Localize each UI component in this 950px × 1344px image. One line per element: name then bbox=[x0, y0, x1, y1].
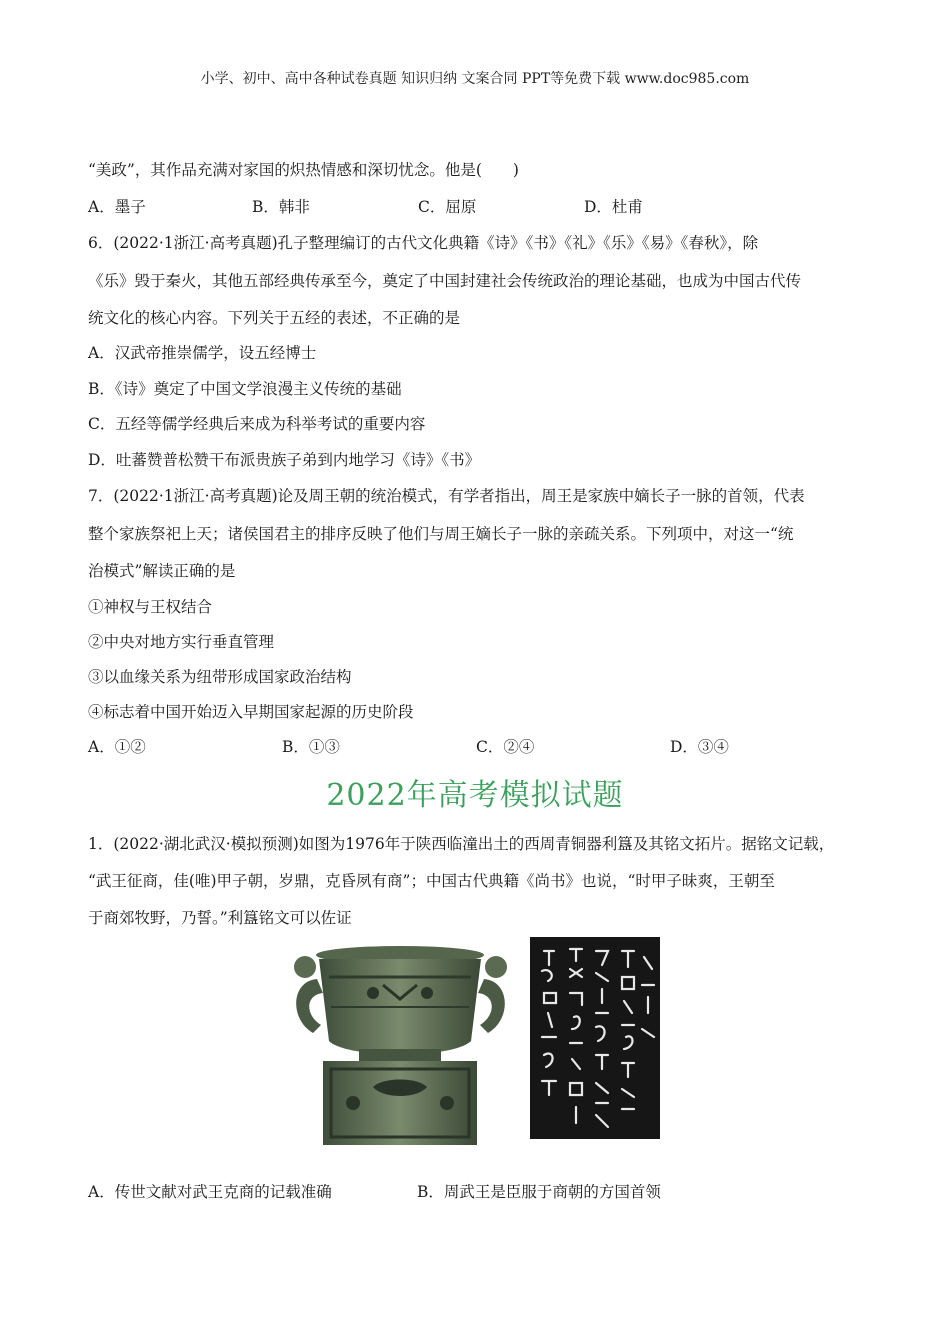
m1-stem-line3: 于商郊牧野，乃誓。”利簋铭文可以佐证 bbox=[88, 909, 352, 927]
q7-item-1: ①神权与王权结合 bbox=[88, 598, 213, 616]
q5-option-b: B．韩非 bbox=[252, 198, 310, 216]
q6-stem-line2: 《乐》毁于秦火，其他五部经典传承至今，奠定了中国封建社会传统政治的理论基础，也成为中国古代传 bbox=[88, 272, 802, 290]
q6-stem-line1: 6．(2022·1浙江·高考真题)孔子整理编订的古代文化典籍《诗》《书》《礼》《乐》《易》《春秋》，除 bbox=[88, 234, 759, 252]
q7-option-b: B．①③ bbox=[282, 738, 340, 756]
section-title: 2022年高考模拟试题 bbox=[326, 778, 624, 813]
page-header: 小学、初中、高中各种试卷真题 知识归纳 文案合同 PPT等免费下载 www.doc985.com bbox=[200, 71, 750, 87]
q6-option-a: A．汉武帝推崇儒学，设五经博士 bbox=[88, 344, 317, 362]
m1-stem-line1: 1．(2022·湖北武汉·模拟预测)如图为1976年于陕西临潼出土的西周青铜器利簋及其铭文拓片。据铭文记载， bbox=[88, 835, 835, 853]
q7-item-2: ②中央对地方实行垂直管理 bbox=[88, 633, 275, 651]
q5-stem-tail: “美政”，其作品充满对家国的炽热情感和深切忧念。他是( ) bbox=[88, 161, 519, 179]
q5-option-a: A．墨子 bbox=[88, 198, 146, 216]
m1-option-b: B．周武王是臣服于商朝的方国首领 bbox=[417, 1183, 661, 1201]
q7-stem-line3: 治模式”解读正确的是 bbox=[88, 562, 236, 580]
bronze-gui-vessel-image bbox=[283, 937, 518, 1149]
q6-stem-line3: 统文化的核心内容。下列关于五经的表述，不正确的是 bbox=[88, 309, 461, 327]
q7-option-d: D．③④ bbox=[670, 738, 729, 756]
q6-option-c: C．五经等儒学经典后来成为科举考试的重要内容 bbox=[88, 415, 426, 433]
q5-option-d: D．杜甫 bbox=[584, 198, 643, 216]
m1-option-a: A．传世文献对武王克商的记载准确 bbox=[88, 1183, 332, 1201]
q7-item-3: ③以血缘关系为纽带形成国家政治结构 bbox=[88, 668, 352, 686]
q7-item-4: ④标志着中国开始迈入早期国家起源的历史阶段 bbox=[88, 703, 414, 721]
q5-option-c: C．屈原 bbox=[418, 198, 477, 216]
q7-option-c: C．②④ bbox=[476, 738, 535, 756]
q7-stem-line2: 整个家族祭祀上天；诸侯国君主的排序反映了他们与周王嫡长子一脉的亲疏关系。下列项中，对这一“统 bbox=[88, 525, 794, 543]
q6-option-b: B．《诗》奠定了中国文学浪漫主义传统的基础 bbox=[88, 380, 402, 398]
q7-option-a: A．①② bbox=[88, 738, 146, 756]
inscription-rubbing-image bbox=[530, 937, 660, 1139]
m1-stem-line2: “武王征商，佳(唯)甲子朝，岁鼎，克昏夙有商”；中国古代典籍《尚书》也说，“时甲子昧爽，王朝至 bbox=[88, 872, 775, 890]
q7-stem-line1: 7．(2022·1浙江·高考真题)论及周王朝的统治模式，有学者指出，周王是家族中嫡长子一脉的首领，代表 bbox=[88, 487, 805, 505]
q6-option-d: D．吐蕃赞普松赞干布派贵族子弟到内地学习《诗》《书》 bbox=[88, 451, 481, 469]
